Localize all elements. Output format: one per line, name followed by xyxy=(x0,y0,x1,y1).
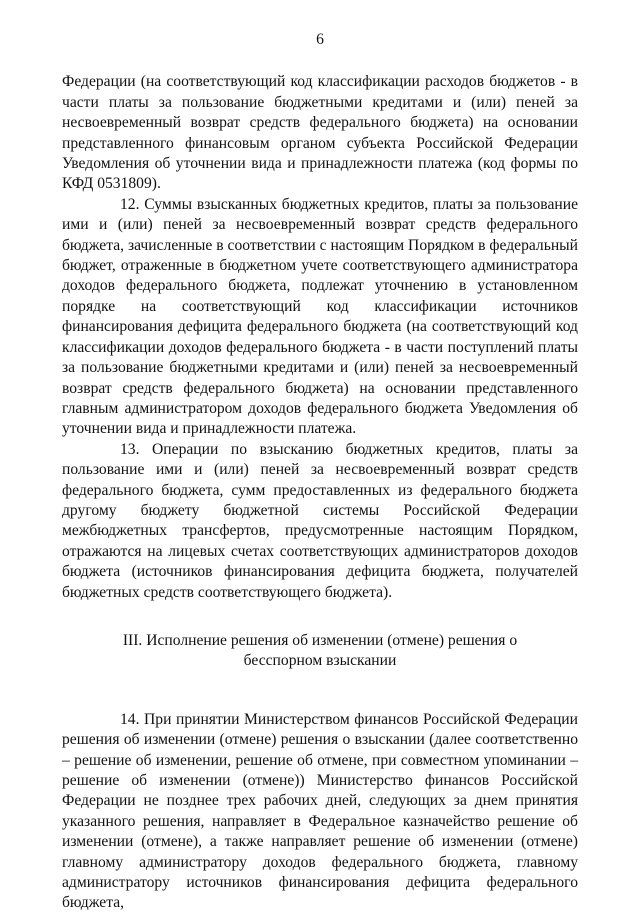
document-page xyxy=(62,30,578,914)
paragraph-12: 12. Суммы взысканных бюджетных кредитов, платы за пользование ими и (или) пеней за несвоевременный возврат средств федерального бюджета, зачисленные в соответствии с настоящим Порядком в федеральный бюджет, отраженные в бюджетном учете соответствующего администратора доходов федерального бюджета, подлежат уточнению в установленном порядке на соответствующий код классификации источников финансирования дефицита федерального бюджета (на соответствующий код классификации доходов федерального бюджета - в части поступлений платы за пользование бюджетными кредитами и (или) пеней за несвоевременный возврат средств федерального бюджета) на основании представленного главным администратором доходов федерального бюджета Уведомления об уточнении вида и принадлежности платежа. xyxy=(62,195,578,438)
section-heading: III. Исполнение решения об изменении (отмене) решения о бесспорном взыскании xyxy=(122,631,518,670)
paragraph-continuation: Федерации (на соответствующий код классификации расходов бюджетов - в части платы за пользование бюджетными кредитами и (или) пеней за несвоевременный возврат средств федерального бюджета) на основании представленного финансовым органом субъекта Российской Федерации Уведомления об уточнении вида и принадлежности платежа (код формы по КФД 0531809). xyxy=(62,73,578,193)
page-number: 6 xyxy=(316,31,324,48)
paragraph-13: 13. Операции по взысканию бюджетных кредитов, платы за пользование ими и (или) пеней за несвоевременный возврат средств федерального бюджета, сумм предоставленных из федерального бюджета другому бюджету бюджетной системы Российской Федерации межбюджетных трансфертов, предусмотренные настоящим Порядком, отражаются на лицевых счетах соответствующих администраторов доходов бюджета (источников финансирования дефицита бюджета, получателей бюджетных средств соответствующего бюджета). xyxy=(62,440,578,601)
paragraph-14: 14. При принятии Министерством финансов Российской Федерации решения об изменении (отмене) решения о взыскании (далее соответственно – решение об изменении, решение об отмене, при совместном упоминании – решение об изменении (отмене)) Министерство финансов Российской Федерации не позднее трех рабочих дней, следующих за днем принятия указанного решения, направляет в Федеральное казначейство решение об изменении (отмене), а также направляет решение об изменении (отмене) главному администратору доходов федерального бюджета, главному администратору источников финансирования дефицита федерального бюджета, xyxy=(62,710,578,912)
